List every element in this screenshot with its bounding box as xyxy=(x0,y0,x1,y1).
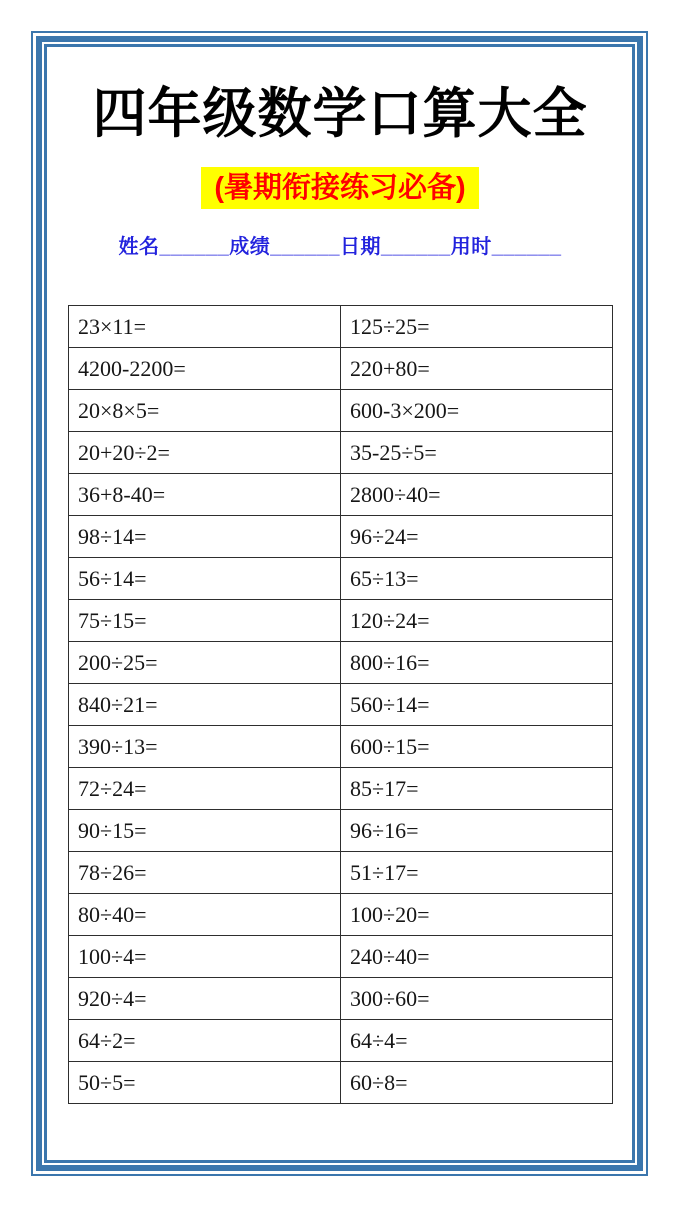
problem-cell: 64÷2= xyxy=(69,1020,341,1062)
table-row xyxy=(69,936,613,978)
problem-cell: 4200-2200= xyxy=(69,348,341,390)
problem-cell: 200÷25= xyxy=(69,642,341,684)
table-row xyxy=(69,516,613,558)
table-row xyxy=(69,600,613,642)
problem-cell: 560÷14= xyxy=(341,684,613,726)
table-row xyxy=(69,348,613,390)
page-title: 四年级数学口算大全 xyxy=(92,84,588,144)
table-row xyxy=(69,726,613,768)
problem-cell: 100÷20= xyxy=(341,894,613,936)
problem-cell: 35-25÷5= xyxy=(341,432,613,474)
problem-cell: 800÷16= xyxy=(341,642,613,684)
problem-cell: 600-3×200= xyxy=(341,390,613,432)
table-row xyxy=(69,978,613,1020)
table-row xyxy=(69,894,613,936)
problem-cell: 100÷4= xyxy=(69,936,341,978)
problem-cell: 2800÷40= xyxy=(341,474,613,516)
problem-cell: 78÷26= xyxy=(69,852,341,894)
problem-cell: 390÷13= xyxy=(69,726,341,768)
table-row xyxy=(69,390,613,432)
problem-cell: 60÷8= xyxy=(341,1062,613,1104)
problem-cell: 50÷5= xyxy=(69,1062,341,1104)
problem-cell: 300÷60= xyxy=(341,978,613,1020)
problem-cell: 90÷15= xyxy=(69,810,341,852)
problem-cell: 98÷14= xyxy=(69,516,341,558)
problem-cell: 23×11= xyxy=(69,306,341,348)
table-row xyxy=(69,684,613,726)
problem-cell: 85÷17= xyxy=(341,768,613,810)
table-row xyxy=(69,810,613,852)
problems-table xyxy=(68,305,613,1104)
problem-cell: 64÷4= xyxy=(341,1020,613,1062)
problem-cell: 600÷15= xyxy=(341,726,613,768)
problem-cell: 56÷14= xyxy=(69,558,341,600)
problems-body xyxy=(69,306,613,1104)
table-row xyxy=(69,1020,613,1062)
problem-cell: 75÷15= xyxy=(69,600,341,642)
problem-cell: 920÷4= xyxy=(69,978,341,1020)
problem-cell: 51÷17= xyxy=(341,852,613,894)
problem-cell: 840÷21= xyxy=(69,684,341,726)
problem-cell: 240÷40= xyxy=(341,936,613,978)
table-row xyxy=(69,768,613,810)
table-row xyxy=(69,642,613,684)
problem-cell: 125÷25= xyxy=(341,306,613,348)
problem-cell: 36+8-40= xyxy=(69,474,341,516)
problem-cell: 220+80= xyxy=(341,348,613,390)
problem-cell: 20×8×5= xyxy=(69,390,341,432)
problem-cell: 80÷40= xyxy=(69,894,341,936)
meta-line: 姓名______成绩______日期______用时______ xyxy=(118,236,562,258)
table-row xyxy=(69,474,613,516)
problem-cell: 96÷24= xyxy=(341,516,613,558)
problem-cell: 96÷16= xyxy=(341,810,613,852)
table-row xyxy=(69,1062,613,1104)
problem-cell: 65÷13= xyxy=(341,558,613,600)
table-row xyxy=(69,432,613,474)
table-row xyxy=(69,558,613,600)
problem-cell: 20+20÷2= xyxy=(69,432,341,474)
table-row xyxy=(69,306,613,348)
problem-cell: 72÷24= xyxy=(69,768,341,810)
subtitle-row xyxy=(0,167,680,209)
problem-cell: 120÷24= xyxy=(341,600,613,642)
subtitle-highlight: (暑期衔接练习必备) xyxy=(201,167,478,209)
table-row xyxy=(69,852,613,894)
